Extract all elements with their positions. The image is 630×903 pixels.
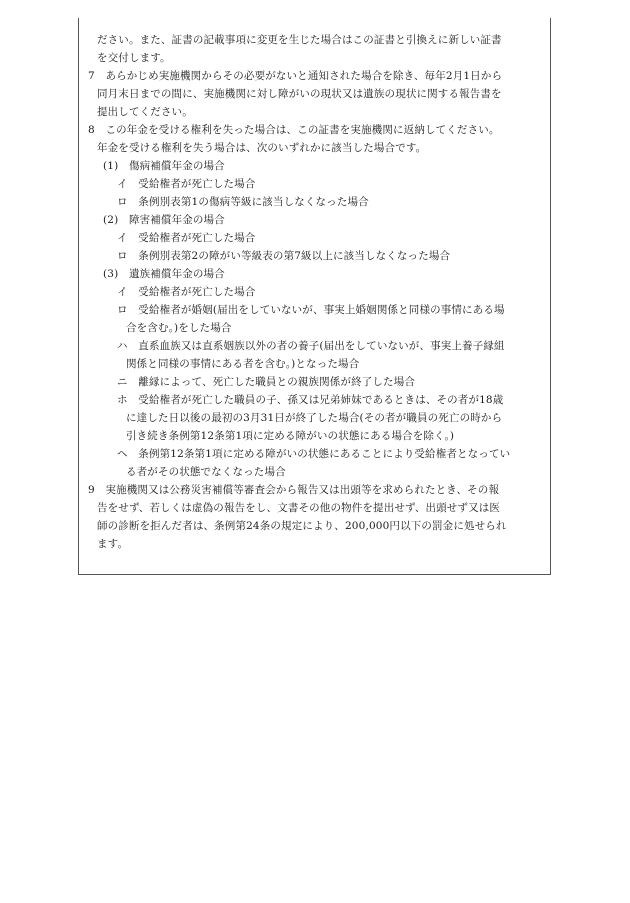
text-line: 師の診断を拒んだ者は、条例第24条の規定により、200,000円以下の罰金に処せられ: [97, 520, 507, 532]
text-line: を交付します。: [97, 52, 171, 64]
text-line: ホ 受給権者が死亡した職員の子、孫又は兄弟姉妹であるときは、その者が18歳: [117, 394, 504, 406]
text-line: 提出してください。: [97, 106, 193, 118]
text-line: ロ 受給権者が婚姻(届出をしていないが、事実上婚姻関係と同様の事情にある場: [117, 304, 505, 316]
text-line: 7 あらかじめ実施機関からその必要がないと通知された場合を除き、毎年2月1日から: [88, 70, 503, 82]
text-line: ハ 直系血族又は直系姻族以外の者の養子(届出をしていないが、事実上養子縁組: [117, 340, 505, 352]
text-line: ます。: [97, 538, 129, 550]
text-line: に達した日以後の最初の3月31日が終了した場合(その者が職員の死亡の時から: [126, 412, 503, 424]
text-line: イ 受給権者が死亡した場合: [117, 232, 256, 244]
text-line: (3) 遺族補償年金の場合: [103, 268, 225, 280]
text-line: イ 受給権者が死亡した場合: [117, 178, 256, 190]
text-line: ださい。また、証書の記載事項に変更を生じた場合はこの証書と引換えに新しい証書: [97, 34, 502, 46]
text-line: 9 実施機関又は公務災害補償等審査会から報告又は出頭等を求められたとき、その報: [88, 484, 500, 496]
text-line: ロ 条例別表第1の傷病等級に該当しなくなった場合: [117, 196, 369, 208]
text-line: 8 この年金を受ける権利を失った場合は、この証書を実施機関に返納してください。: [88, 124, 500, 136]
text-line: 合を含む。)をした場合: [126, 322, 232, 334]
text-line: ニ 離縁によって、死亡した職員との親族関係が終了した場合: [117, 376, 415, 388]
text-line: ロ 条例別表第2の障がい等級表の第7級以上に該当しなくなった場合: [117, 250, 451, 262]
text-line: 関係と同様の事情にある者を含む。)となった場合: [126, 358, 360, 370]
text-line: イ 受給権者が死亡した場合: [117, 286, 256, 298]
text-line: 引き続き条例第12条第1項に定める障がいの状態にある場合を除く。): [126, 430, 455, 442]
text-line: ヘ 条例第12条第1項に定める障がいの状態にあることにより受給権者となってい: [117, 448, 511, 460]
text-line: る者がその状態でなくなった場合: [126, 466, 286, 478]
text-line: 同月末日までの間に、実施機関に対し障がいの現状又は遺族の現状に関する報告書を: [97, 88, 502, 100]
text-line: (2) 障害補償年金の場合: [103, 214, 225, 226]
text-line: (1) 傷病補償年金の場合: [103, 160, 225, 172]
text-line: 告をせず、若しくは虚偽の報告をし、文書その他の物件を提出せず、出頭せず又は医: [97, 502, 501, 514]
text-line: 年金を受ける権利を失う場合は、次のいずれかに該当した場合です。: [97, 142, 427, 154]
